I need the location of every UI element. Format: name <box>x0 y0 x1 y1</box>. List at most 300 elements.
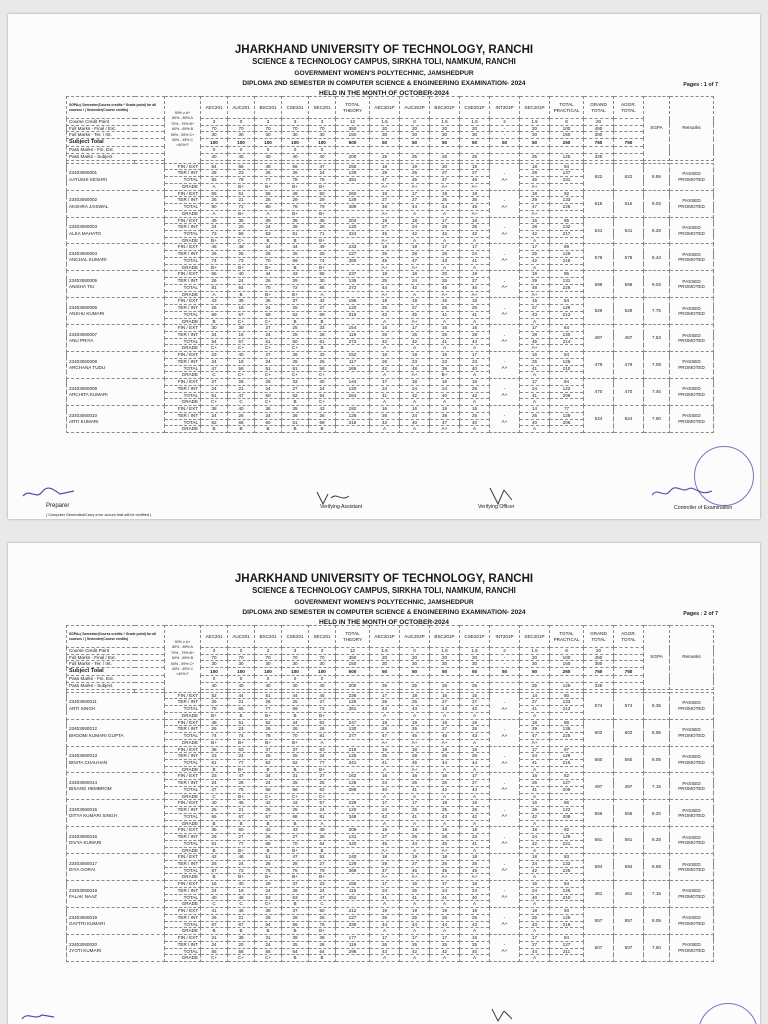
remark-line: PROMOTED <box>678 176 705 182</box>
row-label: GRADE <box>165 237 201 244</box>
mark-cell: 125 <box>550 914 584 921</box>
mark-cell: B+ <box>309 264 336 271</box>
mark-cell: 27 <box>430 170 460 177</box>
meta-cell <box>490 682 520 689</box>
student-name: AKSHRA JAISWAL <box>69 203 109 209</box>
mark-cell: 18 <box>400 298 430 305</box>
meta-cell: 70 <box>228 125 255 132</box>
mark-cell: 28 <box>228 780 255 787</box>
mark-cell: B+ <box>309 766 336 773</box>
mark-cell: B <box>228 820 255 827</box>
student-id-cell <box>67 719 165 746</box>
mark-cell: A <box>370 901 400 908</box>
mark-cell: 24 <box>228 861 255 868</box>
mark-cell: 339 <box>336 921 370 928</box>
int201p-grade: A+ <box>501 176 508 182</box>
mark-cell: 26 <box>201 278 228 285</box>
mark-cell: 24 <box>228 753 255 760</box>
meta-cell: 30 <box>228 661 255 668</box>
mark-cell: 92 <box>550 190 584 197</box>
int201p-cell <box>490 746 520 773</box>
meta-cell <box>460 147 490 154</box>
mark-cell: C <box>201 372 228 379</box>
mark-cell: 131 <box>550 278 584 285</box>
result-table <box>66 625 714 962</box>
mark-cell: 58 <box>228 365 255 372</box>
mark-cell: B+ <box>282 739 309 746</box>
mark-cell: 86 <box>550 800 584 807</box>
meta-row <box>67 654 714 661</box>
mark-cell: A+ <box>460 291 490 298</box>
student-name: ARCHANA TUDU <box>69 365 106 371</box>
meta-cell: 50 <box>490 668 520 676</box>
mark-cell: 26 <box>282 412 309 419</box>
mark-cell: 61 <box>282 419 309 426</box>
meta-cell: 20 <box>584 648 614 655</box>
mark-cell: 68 <box>255 840 282 847</box>
meta-cell: 1.5 <box>460 119 490 126</box>
int201p-cell <box>490 692 520 719</box>
mark-cell: C+ <box>201 399 228 406</box>
student-name: ANU PRIYA <box>69 338 94 344</box>
mark-cell: 16 <box>370 352 400 359</box>
row-label: GRADE <box>165 318 201 325</box>
officer-signature <box>488 1007 518 1023</box>
mark-cell: 18 <box>520 854 550 861</box>
mark-cell: 41 <box>370 894 400 901</box>
meta-cell: 20 <box>584 119 614 126</box>
meta-cell <box>550 147 584 154</box>
mark-cell: A <box>460 712 490 719</box>
mark-cell: 25 <box>282 780 309 787</box>
remark-line: PROMOTED <box>678 284 705 290</box>
mark-cell: 39 <box>255 217 282 224</box>
mark-cell: 129 <box>550 412 584 419</box>
mark-cell: 42 <box>520 813 550 820</box>
mark-cell: 26 <box>255 914 282 921</box>
mark-cell: 17 <box>520 935 550 942</box>
mark-cell: 24 <box>201 887 228 894</box>
mark-cell: 119 <box>336 941 370 948</box>
row-label: TER / INT <box>165 834 201 841</box>
mark-cell: 43 <box>282 271 309 278</box>
mark-cell: 47 <box>309 163 336 170</box>
mark-cell: 74 <box>228 733 255 740</box>
column-header: AEC201 <box>201 626 228 648</box>
mark-cell: 247 <box>336 719 370 726</box>
mark-cell: 25 <box>282 358 309 365</box>
mark-cell: 92 <box>550 827 584 834</box>
mark-cell: B+ <box>255 712 282 719</box>
mark-cell <box>550 901 584 908</box>
meta-row-label: Full Marks - Ter. / Int. <box>67 661 165 668</box>
mark-cell: 64 <box>309 840 336 847</box>
mark-cell: 55 <box>228 163 255 170</box>
row-label: TOTAL <box>165 419 201 426</box>
meta-cell: 500 <box>336 668 370 676</box>
mark-cell: 40 <box>400 419 430 426</box>
mark-cell: 18 <box>430 800 460 807</box>
meta-cell <box>460 676 490 683</box>
mark-cell: 27 <box>460 780 490 787</box>
mark-cell: 35 <box>282 217 309 224</box>
mark-cell: 34 <box>255 773 282 780</box>
row-label: TOTAL <box>165 311 201 318</box>
meta-cell: 30 <box>309 132 336 139</box>
row-label: TOTAL <box>165 365 201 372</box>
mark-cell: 25 <box>282 699 309 706</box>
mark-cell: A <box>520 712 550 719</box>
mark-cell: 68 <box>282 813 309 820</box>
aggr-total: 560 <box>614 746 644 773</box>
mark-cell: 47 <box>282 854 309 861</box>
meta-cell: 50 <box>430 668 460 676</box>
remarks <box>670 692 714 719</box>
mark-cell: 94 <box>550 163 584 170</box>
mark-cell: 26 <box>430 278 460 285</box>
mark-cell: 25 <box>282 941 309 948</box>
mark-cell: 25 <box>370 305 400 312</box>
remark-line: PROMOTED <box>678 392 705 398</box>
remark-line: PROMOTED <box>678 921 705 927</box>
mark-cell: 42 <box>370 365 400 372</box>
mark-cell: B <box>282 264 309 271</box>
page-number: Pages : 2 of 7 <box>683 611 718 617</box>
row-label: GRADE <box>165 739 201 746</box>
mark-cell: B+ <box>228 183 255 190</box>
mark-cell <box>336 264 370 271</box>
mark-cell: 125 <box>336 753 370 760</box>
preparer-signature <box>18 482 78 504</box>
remarks <box>670 271 714 298</box>
mark-cell: A <box>520 901 550 908</box>
meta-cell: 100 <box>282 139 309 147</box>
mark-cell: B+ <box>255 739 282 746</box>
meta-cell: 350 <box>336 654 370 661</box>
mark-cell: 24 <box>228 278 255 285</box>
meta-cell: 300 <box>584 661 614 668</box>
mark-cell: A+ <box>430 426 460 433</box>
mark-cell: 46 <box>400 867 430 874</box>
remarks <box>670 190 714 217</box>
mark-cell: 26 <box>255 726 282 733</box>
roll-number: 23403060011 <box>69 699 97 705</box>
meta-cell: 40 <box>282 682 309 689</box>
mark-cell: 46 <box>430 284 460 291</box>
mark-cell: 25 <box>255 753 282 760</box>
meta-cell: 40 <box>309 682 336 689</box>
meta-cell: 3 <box>282 648 309 655</box>
int201p-grade: A+ <box>501 284 508 290</box>
mark-cell: C <box>228 901 255 908</box>
mark-cell: B <box>228 928 255 935</box>
column-header: TOTAL THEORY <box>336 626 370 648</box>
remark-line: PROMOTED <box>678 867 705 873</box>
grand-total: 541 <box>584 217 614 244</box>
remark-line: PROMOTED <box>678 894 705 900</box>
mark-cell: 38 <box>309 935 336 942</box>
int201p-grade: A+ <box>501 840 508 846</box>
mark-cell: 26 <box>255 251 282 258</box>
remark-line: PROMOTED <box>678 948 705 954</box>
mark-cell: 26 <box>255 699 282 706</box>
mark-cell: 75 <box>282 867 309 874</box>
mark-cell: A+ <box>430 291 460 298</box>
mark-cell: 135 <box>336 278 370 285</box>
int201p-dash: - <box>503 197 506 203</box>
mark-cell: 46 <box>228 908 255 915</box>
remark-line: PROMOTED <box>678 257 705 263</box>
remarks <box>670 325 714 352</box>
remarks <box>670 352 714 379</box>
remark-line: PROMOTED <box>678 203 705 209</box>
aggr-total: 557 <box>614 908 644 935</box>
mark-cell: A <box>460 345 490 352</box>
mark-cell: 213 <box>550 311 584 318</box>
row-label: GRADE <box>165 399 201 406</box>
mark-cell: 17 <box>370 935 400 942</box>
mark-cell: 39 <box>282 935 309 942</box>
meta-cell <box>490 147 520 154</box>
meta-cell: 450 <box>584 125 614 132</box>
mark-cell: 43 <box>282 800 309 807</box>
mark-cell: 26 <box>255 379 282 386</box>
mark-cell: B+ <box>201 264 228 271</box>
column-header: BSC201P <box>430 626 460 648</box>
row-label: TER / INT <box>165 224 201 231</box>
remark-line: PASSED <box>682 197 701 203</box>
mark-cell: 41 <box>430 338 460 345</box>
mark-cell: 16 <box>460 325 490 332</box>
mark-cell: 48 <box>201 244 228 251</box>
mark-cell: B <box>282 901 309 908</box>
meta-cell: 250 <box>550 139 584 147</box>
mark-cell: 46 <box>400 760 430 767</box>
meta-cell: 25 <box>520 153 550 160</box>
mark-cell: A <box>430 712 460 719</box>
int201p-dash: - <box>503 224 506 230</box>
mark-cell: 18 <box>460 719 490 726</box>
mark-cell: A <box>430 210 460 217</box>
meta-cell: 100 <box>255 139 282 147</box>
mark-cell: 41 <box>400 894 430 901</box>
mark-cell: 27 <box>309 861 336 868</box>
meta-cell: 100 <box>255 668 282 676</box>
meta-cell: 50 <box>430 139 460 147</box>
mark-cell: 62 <box>282 311 309 318</box>
meta-cell: 100 <box>309 139 336 147</box>
row-label: GRADE <box>165 345 201 352</box>
student-id-cell <box>67 406 165 433</box>
remark-line: PASSED <box>682 942 701 948</box>
mark-cell: 18 <box>400 379 430 386</box>
mark-cell: A <box>400 345 430 352</box>
mark-cell: A <box>400 426 430 433</box>
mark-cell: 17 <box>520 746 550 753</box>
int201p-grade: A+ <box>501 419 508 425</box>
mark-cell: 51 <box>255 338 282 345</box>
mark-cell: C+ <box>255 955 282 962</box>
row-label: TER / INT <box>165 305 201 312</box>
mark-cell: 129 <box>550 834 584 841</box>
mark-cell <box>550 712 584 719</box>
mark-cell: 28 <box>460 332 490 339</box>
mark-cell: 17 <box>400 800 430 807</box>
mark-cell: 76 <box>309 177 336 184</box>
mark-cell: 44 <box>400 840 430 847</box>
meta-cell: 0 <box>255 676 282 683</box>
int201p-dash: - <box>503 332 506 338</box>
mark-cell: 85 <box>550 217 584 224</box>
mark-cell: 19 <box>460 190 490 197</box>
mark-cell: B+ <box>309 928 336 935</box>
row-label: GRADE <box>165 874 201 881</box>
mark-cell: A <box>370 766 400 773</box>
mark-cell: 58 <box>228 948 255 955</box>
mark-cell: 56 <box>282 163 309 170</box>
mark-cell: 18 <box>370 719 400 726</box>
student-name: GAYTRI KUMARI <box>69 921 105 927</box>
mark-cell: 89 <box>550 244 584 251</box>
mark-cell <box>336 712 370 719</box>
mark-cell: A+ <box>430 183 460 190</box>
mark-cell: B <box>309 318 336 325</box>
remarks <box>670 827 714 854</box>
column-header: GRAND TOTAL <box>584 626 614 648</box>
row-label: GRADE <box>165 928 201 935</box>
mark-cell: 42 <box>255 827 282 834</box>
mark-cell: 130 <box>336 726 370 733</box>
meta-cell: 20 <box>370 125 400 132</box>
int201p-cell <box>490 773 520 800</box>
mark-cell: B+ <box>309 210 336 217</box>
mark-cell: 47 <box>228 392 255 399</box>
mark-cell: 26 <box>201 914 228 921</box>
mark-cell: 29 <box>520 726 550 733</box>
mark-cell: 77 <box>255 177 282 184</box>
mark-cell: 210 <box>550 365 584 372</box>
row-label: GRADE <box>165 426 201 433</box>
meta-row <box>67 125 714 132</box>
mark-cell: 50 <box>309 190 336 197</box>
meta-cell <box>614 676 644 683</box>
meta-cell: 20 <box>400 654 430 661</box>
roll-number: 23403060018 <box>69 887 98 893</box>
mark-cell: B+ <box>228 874 255 881</box>
meta-cell: 100 <box>550 125 584 132</box>
mark-cell: B+ <box>201 712 228 719</box>
mark-cell: 24 <box>201 385 228 392</box>
mark-cell: 23 <box>228 726 255 733</box>
mark-cell: 27 <box>400 305 430 312</box>
row-label: FIN / EXT <box>165 935 201 942</box>
mark-cell: 44 <box>370 921 400 928</box>
mark-cell: 17 <box>400 935 430 942</box>
mark-cell: 17 <box>400 325 430 332</box>
roll-number: 23403060012 <box>69 726 98 732</box>
mark-cell: 45 <box>400 177 430 184</box>
mark-cell: 18 <box>520 163 550 170</box>
sgpa: 7.15 <box>644 881 670 908</box>
mark-cell: 218 <box>550 257 584 264</box>
mark-cell: 24 <box>520 834 550 841</box>
mark-cell: 17 <box>430 935 460 942</box>
mark-cell: 40 <box>228 352 255 359</box>
row-label: FIN / EXT <box>165 244 201 251</box>
mark-cell: 63 <box>255 231 282 238</box>
row-label: TOTAL <box>165 257 201 264</box>
mark-cell: B <box>282 237 309 244</box>
aggr-total: 615 <box>614 190 644 217</box>
mark-cell: B+ <box>228 739 255 746</box>
row-label: GRADE <box>165 183 201 190</box>
mark-cell: B <box>228 291 255 298</box>
mark-cell: 69 <box>309 419 336 426</box>
row-label: TER / INT <box>165 332 201 339</box>
meta-cell: 1.5 <box>520 648 550 655</box>
meta-cell: 0 <box>201 676 228 683</box>
meta-cell <box>614 132 644 139</box>
mark-cell: B <box>282 955 309 962</box>
mark-cell: 288 <box>336 786 370 793</box>
column-header: INT201P <box>490 626 520 648</box>
meta-row-label: Course Credit Point <box>67 648 165 655</box>
meta-cell: 30 <box>282 132 309 139</box>
aggr-total: 541 <box>614 217 644 244</box>
mark-cell: 42 <box>400 948 430 955</box>
meta-cell: 0 <box>228 648 255 655</box>
grand-total: 487 <box>584 325 614 352</box>
int201p-dash: - <box>503 834 506 840</box>
mark-cell: 26 <box>460 197 490 204</box>
meta-cell: 25 <box>400 153 430 160</box>
mark-cell: B+ <box>255 874 282 881</box>
meta-cell <box>336 676 370 683</box>
column-header: BSC201P <box>430 97 460 119</box>
mark-cell: 43 <box>309 406 336 413</box>
mark-cell: A+ <box>520 210 550 217</box>
mark-cell: 42 <box>255 800 282 807</box>
sgpa: 9.03 <box>644 271 670 298</box>
meta-cell: 25 <box>460 153 490 160</box>
remark-line: PROMOTED <box>678 786 705 792</box>
mark-cell: A <box>370 955 400 962</box>
mark-cell: 26 <box>228 379 255 386</box>
mark-cell: 130 <box>550 332 584 339</box>
mark-cell: 27 <box>255 352 282 359</box>
grand-total: 470 <box>584 379 614 406</box>
mark-cell: A <box>400 928 430 935</box>
int201p-dash: - <box>503 726 506 732</box>
grand-total: 574 <box>584 692 614 719</box>
mark-cell: 41 <box>430 894 460 901</box>
mark-cell: A <box>460 237 490 244</box>
mark-cell: 18 <box>520 908 550 915</box>
meta-cell: 2 <box>490 119 520 126</box>
grand-total: 578 <box>584 244 614 271</box>
mark-cell: 42 <box>460 392 490 399</box>
mark-cell: A <box>460 318 490 325</box>
mark-cell: 41 <box>430 311 460 318</box>
roll-number: 23403060005 <box>69 277 98 283</box>
student-row <box>67 827 714 834</box>
meta-cell: 30 <box>400 661 430 668</box>
mark-cell: 16 <box>370 325 400 332</box>
mark-cell: 16 <box>460 881 490 888</box>
row-label: FIN / EXT <box>165 298 201 305</box>
mark-cell: 27 <box>282 385 309 392</box>
mark-cell: 44 <box>460 338 490 345</box>
